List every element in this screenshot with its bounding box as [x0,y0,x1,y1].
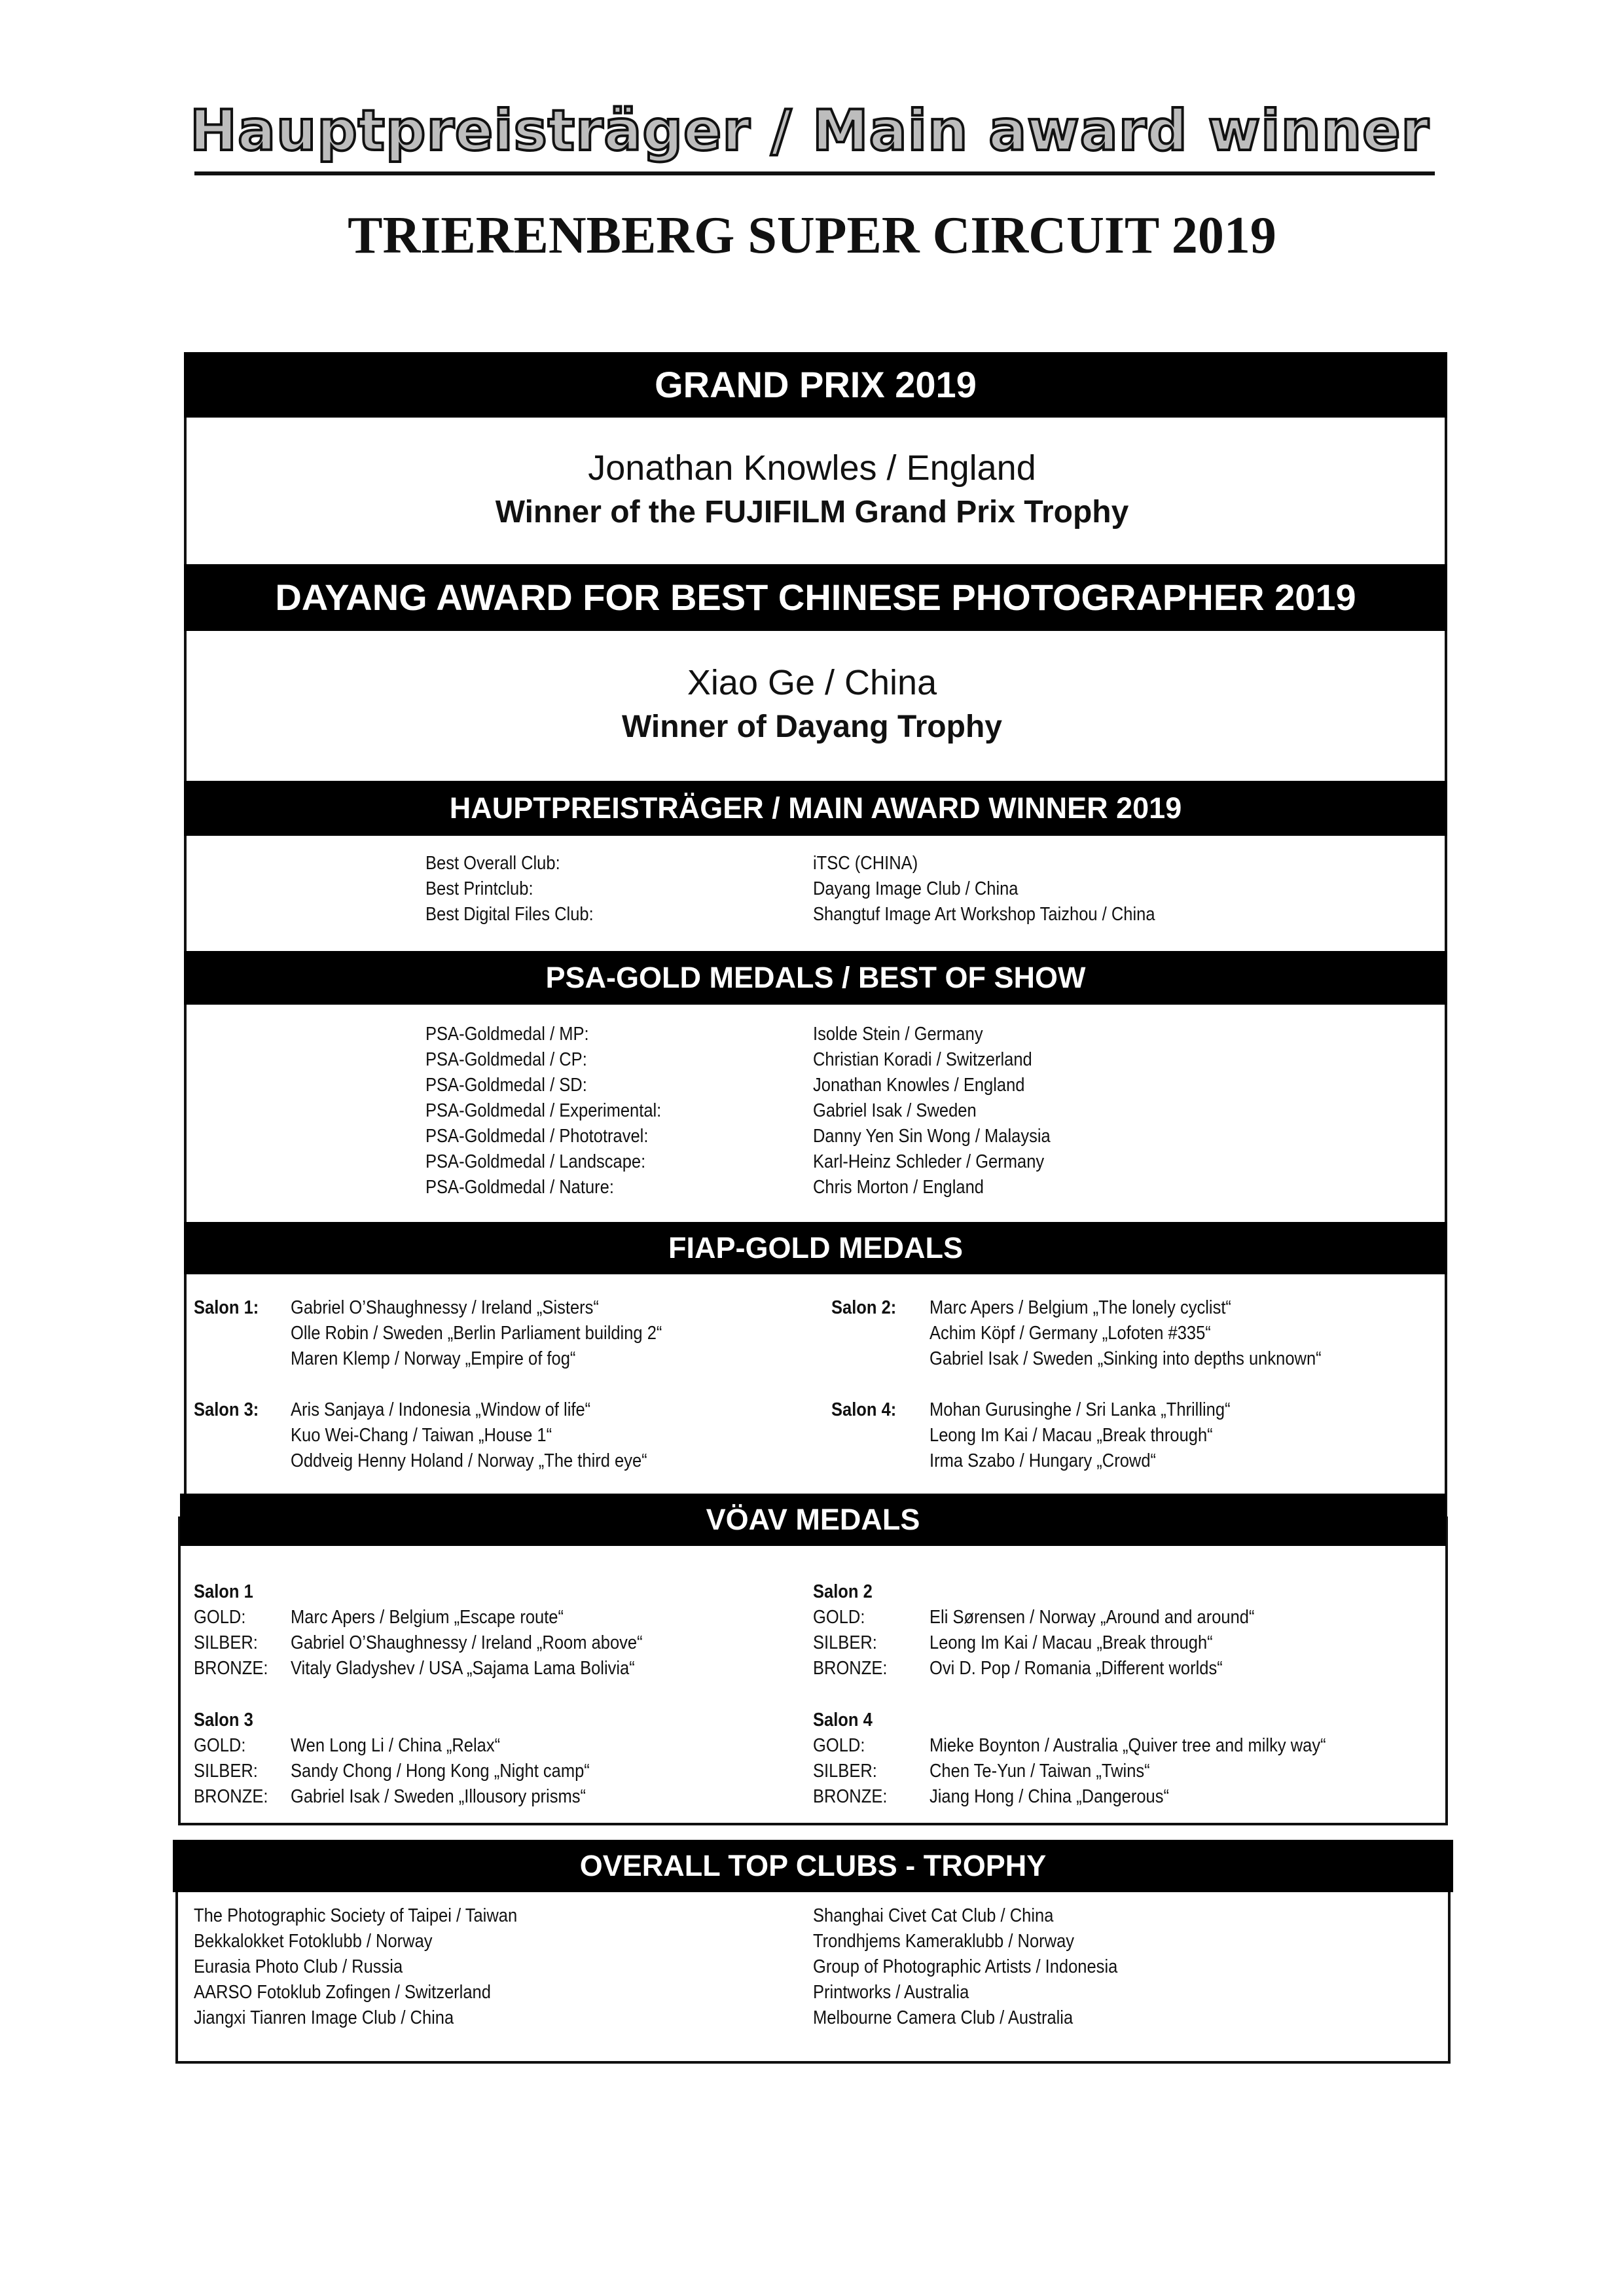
fiap-entry: Aris Sanjaya / Indonesia „Window of life“ [291,1399,591,1420]
psa-value: Gabriel Isak / Sweden [813,1100,977,1121]
main-award-label: Best Digital Files Club: [425,904,594,925]
voav-entry: Gabriel O’Shaughnessy / Ireland „Room above“ [291,1632,643,1653]
voav-salon [813,1708,887,1810]
main-award-label: Best Printclub: [425,878,533,899]
voav-entry: Sandy Chong / Hong Kong „Night camp“ [291,1761,590,1782]
voav-medal-label: GOLD: [813,1735,865,1756]
voav-salon [813,1579,887,1681]
psa-label: PSA-Goldmedal / CP: [425,1049,587,1070]
psa-value: Karl-Heinz Schleder / Germany [813,1151,1045,1172]
voav-entry: Marc Apers / Belgium „Escape route“ [291,1607,564,1628]
voav-medal-label: GOLD: [194,1735,246,1756]
voav-salon-entries [291,1605,643,1681]
psa-value: Chris Morton / England [813,1177,984,1198]
fiap-entry: Mohan Gurusinghe / Sri Lanka „Thrilling“ [929,1399,1231,1420]
voav-salon [194,1708,268,1810]
voav-medal-label: BRONZE: [194,1786,268,1807]
psa-label: PSA-Goldmedal / Landscape: [425,1151,646,1172]
voav-entry: Vitaly Gladyshev / USA „Sajama Lama Bolivia“ [291,1658,635,1679]
voav-entry: Gabriel Isak / Sweden „Illousory prisms“ [291,1786,586,1807]
voav-entry: Jiang Hong / China „Dangerous“ [929,1786,1169,1807]
header-rule [194,171,1435,175]
main-award-value: Dayang Image Club / China [813,878,1019,899]
voav-entry: Wen Long Li / China „Relax“ [291,1735,501,1756]
voav-salon-entries [929,1605,1254,1681]
top-clubs-right [813,1903,1117,2031]
voav-salon-entries [929,1733,1326,1810]
fiap-salon-entries [929,1397,1231,1474]
voav-medal-label: GOLD: [813,1607,865,1628]
psa-value: Jonathan Knowles / England [813,1075,1025,1096]
fiap-salon-entries [929,1295,1322,1372]
main-award-label: Best Overall Club: [425,853,560,874]
voav-salon [194,1579,268,1681]
fiap-entry: Oddveig Henny Holand / Norway „The third eye“ [291,1450,647,1471]
fiap-salon-label: Salon 1: [194,1297,259,1318]
main-award-value: iTSC (CHINA) [813,853,918,874]
top-club-item: Printworks / Australia [813,1982,969,2003]
voav-salon-title: Salon 2 [813,1581,873,1602]
voav-entry: Leong Im Kai / Macau „Break through“ [929,1632,1213,1653]
fiap-salon-entries [291,1397,647,1474]
voav-entry: Chen Te-Yun / Taiwan „Twins“ [929,1761,1150,1782]
top-club-item: Bekkalokket Fotoklubb / Norway [194,1931,433,1952]
grand-prix-heading: GRAND PRIX 2019 [184,352,1447,418]
voav-medal-label: BRONZE: [194,1658,268,1679]
psa-label: PSA-Goldmedal / Nature: [425,1177,614,1198]
psa-value: Danny Yen Sin Wong / Malaysia [813,1126,1051,1147]
fiap-salon-label: Salon 2: [831,1297,897,1318]
voav-entry: Mieke Boynton / Australia „Quiver tree and milky way“ [929,1735,1326,1756]
voav-medal-label: BRONZE: [813,1658,888,1679]
top-club-item: Group of Photographic Artists / Indonesia [813,1956,1118,1977]
fiap-entry: Leong Im Kai / Macau „Break through“ [929,1425,1213,1446]
voav-medal-label: SILBER: [194,1761,258,1782]
dayang-winner: Xiao Ge / China [687,663,937,702]
top-club-item: The Photographic Society of Taipei / Taiwan [194,1905,518,1926]
fiap-salon-entries [291,1295,662,1372]
dayang-heading: DAYANG AWARD FOR BEST CHINESE PHOTOGRAPHER 2019 [184,564,1447,631]
fiap-entry: Marc Apers / Belgium „The lonely cyclist“ [929,1297,1231,1318]
voav-medal-label: GOLD: [194,1607,246,1628]
psa-label: PSA-Goldmedal / SD: [425,1075,587,1096]
psa-value: Christian Koradi / Switzerland [813,1049,1032,1070]
voav-salon-title: Salon 1 [194,1581,253,1602]
voav-medal-label: SILBER: [194,1632,258,1653]
fiap-heading: FIAP-GOLD MEDALS [184,1222,1447,1274]
voav-salon-title: Salon 4 [813,1710,873,1731]
top-club-item: Eurasia Photo Club / Russia [194,1956,403,1977]
fiap-entry: Kuo Wei-Chang / Taiwan „House 1“ [291,1425,552,1446]
fiap-entry: Achim Köpf / Germany „Lofoten #335“ [929,1323,1211,1344]
fiap-entry: Maren Klemp / Norway „Empire of fog“ [291,1348,576,1369]
voav-entry: Eli Sørensen / Norway „Around and around“ [929,1607,1255,1628]
voav-heading: VÖAV MEDALS [180,1494,1446,1546]
fiap-salon-label: Salon 4: [831,1399,897,1420]
voav-salon-title: Salon 3 [194,1710,253,1731]
fiap-entry: Gabriel O’Shaughnessy / Ireland „Sisters“ [291,1297,599,1318]
top-club-item: Melbourne Camera Club / Australia [813,2007,1074,2028]
main-award-values [813,851,1155,927]
psa-label: PSA-Goldmedal / Phototravel: [425,1126,649,1147]
dayang-trophy: Winner of Dayang Trophy [622,709,1002,744]
top-club-item: AARSO Fotoklub Zofingen / Switzerland [194,1982,491,2003]
fiap-entry: Gabriel Isak / Sweden „Sinking into depths unknown“ [929,1348,1322,1369]
psa-heading: PSA-GOLD MEDALS / BEST OF SHOW [184,951,1447,1005]
psa-label: PSA-Goldmedal / Experimental: [425,1100,662,1121]
top-club-item: Trondhjems Kameraklubb / Norway [813,1931,1075,1952]
main-award-labels [425,851,594,927]
psa-label: PSA-Goldmedal / MP: [425,1024,589,1045]
top-clubs-left [194,1903,517,2031]
circuit-title: TRIERENBERG SUPER CIRCUIT 2019 [348,207,1276,264]
main-award-heading: HAUPTPREISTRÄGER / MAIN AWARD WINNER 2019 [184,781,1447,836]
psa-labels [425,1022,661,1200]
document-header-title: Hauptpreisträger / Main award winner [190,98,1430,164]
grand-prix-trophy: Winner of the FUJIFILM Grand Prix Trophy [495,495,1129,529]
fiap-entry: Olle Robin / Sweden „Berlin Parliament building 2“ [291,1323,662,1344]
psa-values [813,1022,1051,1200]
grand-prix-winner: Jonathan Knowles / England [588,448,1036,488]
psa-value: Isolde Stein / Germany [813,1024,983,1045]
top-clubs-heading: OVERALL TOP CLUBS - TROPHY [173,1840,1453,1892]
voav-medal-label: BRONZE: [813,1786,888,1807]
main-award-value: Shangtuf Image Art Workshop Taizhou / China [813,904,1155,925]
voav-medal-label: SILBER: [813,1632,877,1653]
fiap-salon-label: Salon 3: [194,1399,259,1420]
fiap-entry: Irma Szabo / Hungary „Crowd“ [929,1450,1157,1471]
voav-salon-entries [291,1733,590,1810]
voav-medal-label: SILBER: [813,1761,877,1782]
top-club-item: Jiangxi Tianren Image Club / China [194,2007,454,2028]
top-club-item: Shanghai Civet Cat Club / China [813,1905,1054,1926]
voav-entry: Ovi D. Pop / Romania „Different worlds“ [929,1658,1223,1679]
